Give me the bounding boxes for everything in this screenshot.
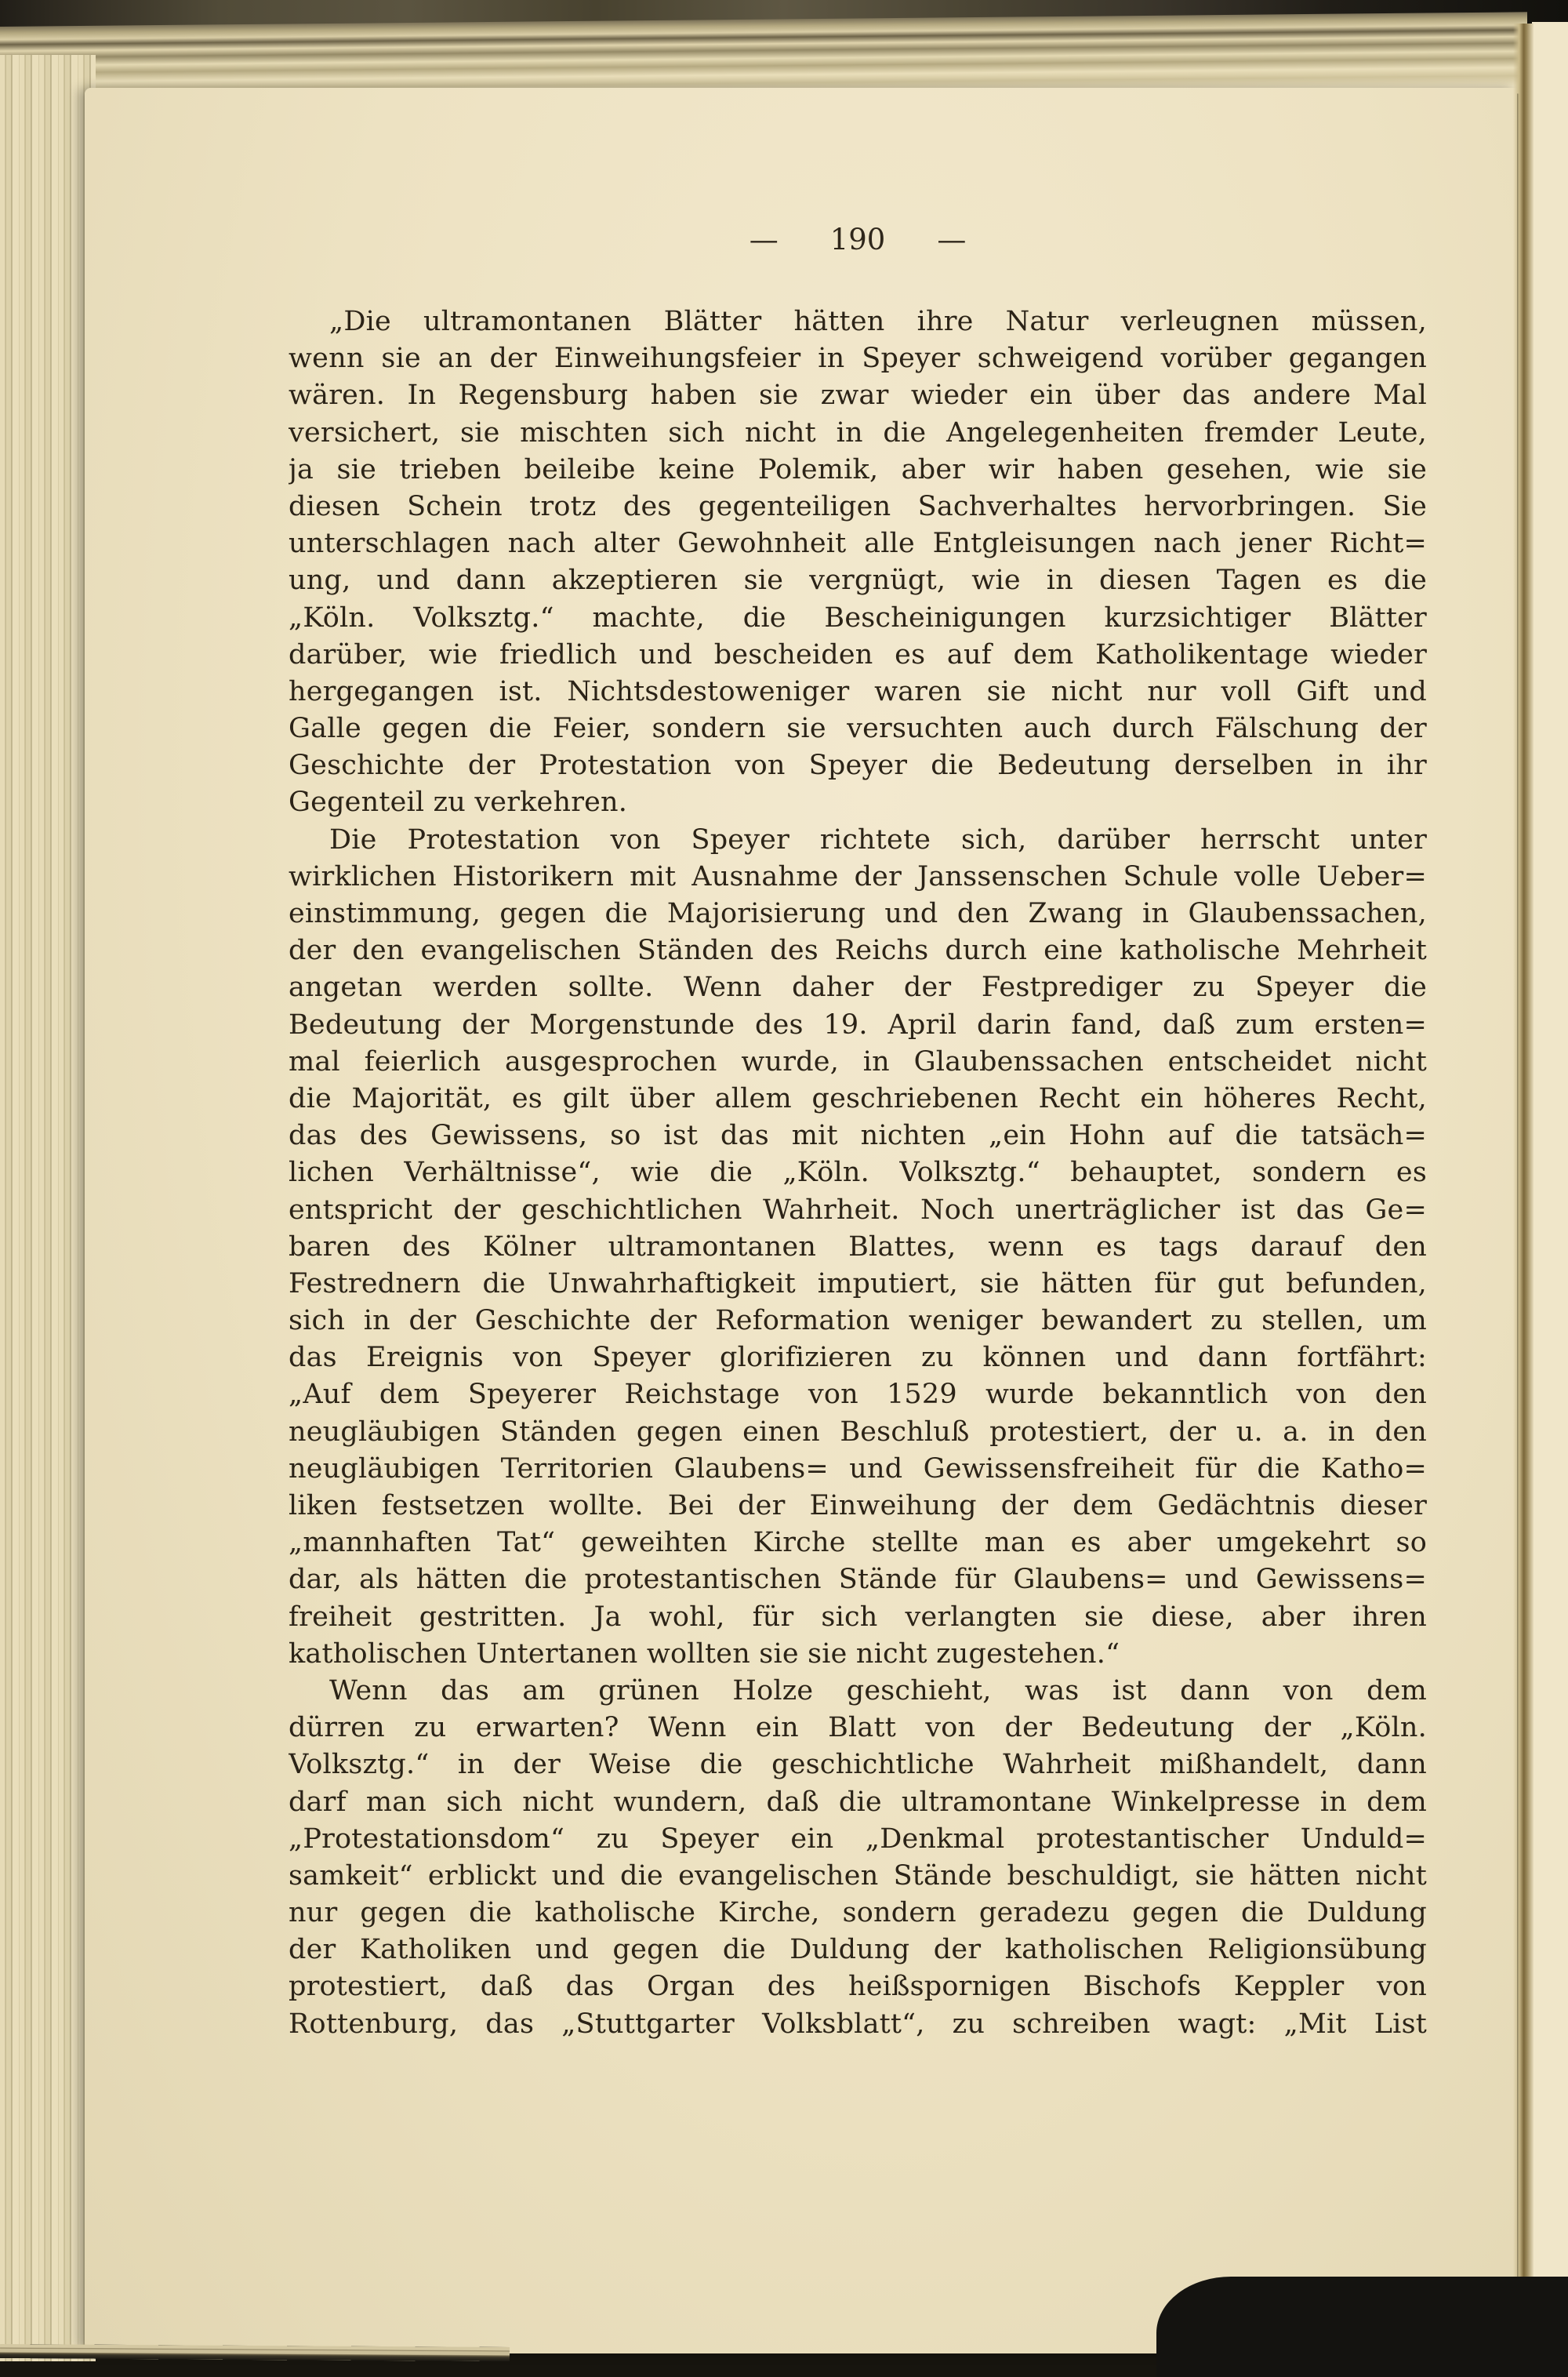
text-line: Wenn das am grünen Holze geschieht, was ist dann von dem [329,1674,1427,1706]
facing-page-edge [1532,22,1568,2377]
page-number-dash-left: — [749,223,779,256]
text-line: sich in der Geschichte der Reformation weniger bewandert zu stellen, um [289,1305,1427,1337]
text-line: katholischen Untertanen wollten sie sie nicht zugestehen.“ [289,1637,1120,1670]
text-line: lichen Verhältnisse“, wie die „Köln. Volksztg.“ behauptet, sondern es [289,1157,1427,1189]
text-block [289,303,1427,2043]
text-line: liken festsetzen wollte. Bei der Einweihung der dem Gedächtnis dieser [289,1490,1427,1521]
book-gutter [1513,24,1534,2377]
book-cover-corner [1156,2277,1568,2377]
text-line: protestiert, daß das Organ des heißspornigen Bischofs Keppler von [289,1971,1427,2003]
text-line: darüber, wie friedlich und bescheiden es auf dem Katholikentage wieder [289,638,1427,671]
text-line: einstimmung, gegen die Majorisierung und den Zwang in Glaubenssachen, [289,898,1427,929]
text-line: wirklichen Historikern mit Ausnahme der Janssenschen Schule volle Ueber= [289,860,1427,892]
text-line: Galle gegen die Feier, sondern sie versuchten auch durch Fälschung der [289,713,1427,745]
text-line: hergegangen ist. Nichtsdestoweniger waren sie nicht nur voll Gift und [289,675,1427,707]
text-line: versichert, sie mischten sich nicht in die Angelegenheiten fremder Leute, [289,416,1427,449]
text-line: „mannhaften Tat“ geweihten Kirche stellte man es aber umgekehrt so [289,1527,1427,1559]
page-header [289,221,1427,258]
text-line: der Katholiken und gegen die Duldung der katholischen Religionsübung [289,1934,1427,1966]
text-line: Gegenteil zu verkehren. [289,787,628,819]
text-line: das Ereignis von Speyer glorifizieren zu können und dann fortfährt: [289,1342,1427,1374]
page-number-dash-right: — [937,223,967,256]
text-line: dar, als hätten die protestantischen Stände für Glaubens= und Gewissens= [289,1564,1427,1596]
text-line: „Die ultramontanen Blätter hätten ihre Natur verleugnen müssen, [329,306,1427,337]
page-edge-stack-left [0,55,96,2361]
text-line: Geschichte der Protestation von Speyer die Bedeutung derselben in ihr [289,750,1427,782]
text-line: „Köln. Volksztg.“ machte, die Bescheinigungen kurzsichtiger Blätter [289,602,1427,634]
text-line: Volksztg.“ in der Weise die geschichtliche Wahrheit mißhandelt, dann [289,1749,1427,1781]
text-line: neugläubigen Territorien Glaubens= und Gewissensfreiheit für die Katho= [289,1452,1427,1485]
text-line: unterschlagen nach alter Gewohnheit alle Entgleisungen nach jener Richt= [289,528,1427,560]
text-line: freiheit gestritten. Ja wohl, für sich verlangten sie diese, aber ihren [289,1601,1427,1633]
text-line: wären. In Regensburg haben sie zwar wieder ein über das andere Mal [289,380,1427,412]
text-line: neugläubigen Ständen gegen einen Beschluß protestiert, der u. a. in den [289,1416,1427,1448]
page-content [289,221,1427,2043]
text-line: das des Gewissens, so ist das mit nichten „ein Hohn auf die tatsäch= [289,1120,1427,1152]
paragraph [289,1673,1427,2043]
text-line: dürren zu erwarten? Wenn ein Blatt von der Bedeutung der „Köln. [289,1712,1427,1744]
page-number: 190 [829,223,886,256]
text-line: „Protestationsdom“ zu Speyer ein „Denkmal protestantischer Unduld= [289,1823,1427,1855]
text-line: samkeit“ erblickt und die evangelischen Stände beschuldigt, sie hätten nicht [289,1859,1427,1892]
text-line: die Majorität, es gilt über allem geschriebenen Recht ein höheres Recht, [289,1082,1427,1114]
text-line: ja sie trieben beileibe keine Polemik, aber wir haben gesehen, wie sie [289,453,1427,485]
text-line: Bedeutung der Morgenstunde des 19. April darin fand, daß zum ersten= [289,1009,1427,1041]
text-line: angetan werden sollte. Wenn daher der Festprediger zu Speyer die [289,972,1427,1004]
text-line: der den evangelischen Ständen des Reichs durch eine katholische Mehrheit [289,935,1427,967]
text-line: Festrednern die Unwahrhaftigkeit imputiert, sie hätten für gut befunden, [289,1267,1427,1299]
text-line: wenn sie an der Einweihungsfeier in Speyer schweigend vorüber gegangen [289,343,1427,375]
text-line: darf man sich nicht wundern, daß die ultramontane Winkelpresse in dem [289,1786,1427,1818]
text-line: Die Protestation von Speyer richtete sich, darüber herrscht unter [329,823,1427,856]
text-line: baren des Kölner ultramontanen Blattes, wenn es tags darauf den [289,1230,1427,1263]
text-line: nur gegen die katholische Kirche, sondern geradezu gegen die Duldung [289,1897,1427,1929]
text-line: mal feierlich ausgesprochen wurde, in Glaubenssachen entscheidet nicht [289,1045,1427,1078]
paragraph [289,303,1427,822]
text-line: diesen Schein trotz des gegenteiligen Sachverhaltes hervorbringen. Sie [289,490,1427,522]
paragraph [289,822,1427,1673]
text-line: Rottenburg, das „Stuttgarter Volksblatt“, zu schreiben wagt: „Mit List [289,2008,1427,2040]
text-line: „Auf dem Speyerer Reichstage von 1529 wurde bekanntlich von den [289,1379,1427,1411]
text-line: ung, und dann akzeptieren sie vergnügt, wie in diesen Tagen es die [289,565,1427,597]
text-line: entspricht der geschichtlichen Wahrheit. Noch unerträglicher ist das Ge= [289,1194,1427,1226]
